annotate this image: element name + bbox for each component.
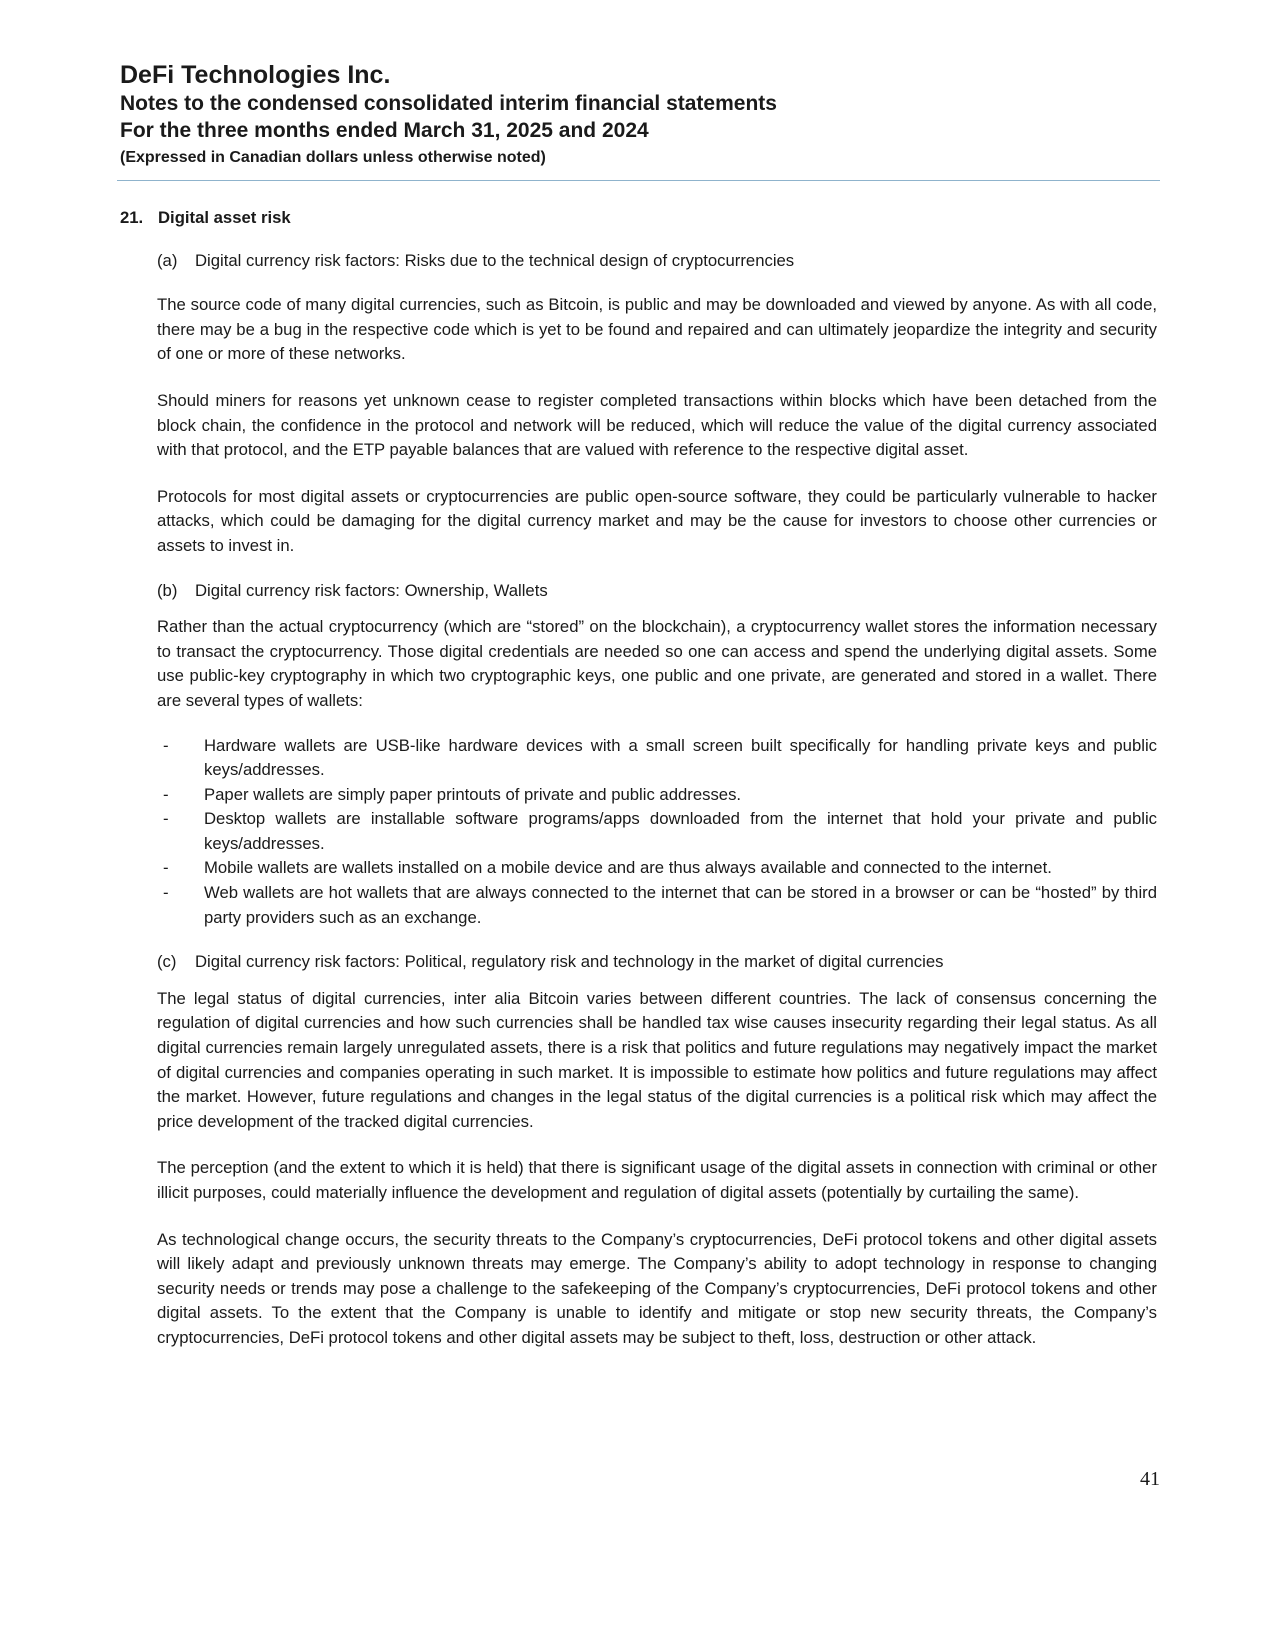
paragraph: The source code of many digital currencies, such as Bitcoin, is public and may be downloaded and viewed by anyone. As with all code, there may be a bug in the respective code which is yet to be found and repaired and can ultimately jeopardize the integrity and security of one or more of these networks. <box>157 295 1157 364</box>
subsection-c-heading <box>157 950 1157 975</box>
currency-note: (Expressed in Canadian dollars unless otherwise noted) <box>120 149 546 166</box>
list-item-text: Desktop wallets are installable software programs/apps downloaded from the internet that hold your private and public keys/addresses. <box>204 809 1157 853</box>
paragraph: Should miners for reasons yet unknown cease to register completed transactions within blocks which have been detached from the block chain, the confidence in the protocol and network will be reduced, which will reduce the value of the digital currency associated with that protocol, and the ETP payable balances that are valued with reference to the respective digital asset. <box>157 390 1157 460</box>
bullet-marker: - <box>163 784 169 804</box>
subsection-c-title: Digital currency risk factors: Political, regulatory risk and technology in the market of digital currencies <box>195 952 944 972</box>
wallet-types-list <box>157 734 1157 931</box>
note-content <box>120 206 1160 1373</box>
page-number: 41 <box>1140 1468 1160 1490</box>
company-name: DeFi Technologies Inc. <box>120 61 391 89</box>
reporting-period: For the three months ended March 31, 2025 and 2024 <box>120 119 649 142</box>
header-divider <box>117 180 1160 181</box>
list-item-text: Hardware wallets are USB-like hardware devices with a small screen built specifically for handling private keys and public keys/addresses. <box>204 735 1157 780</box>
document-title: Notes to the condensed consolidated interim financial statements <box>120 92 777 115</box>
paragraph: Rather than the actual cryptocurrency (which are “stored” on the blockchain), a cryptocurrency wallet stores the information necessary to transact the cryptocurrency. Those digital credentials are needed so one can access and spend the underlying digital assets. Some use public-key cryptography in which two cryptographic keys, one public and one private, are generated and stored in a wallet. There are several types of wallets: <box>157 617 1157 710</box>
section-title: Digital asset risk <box>158 208 291 227</box>
paragraph: The legal status of digital currencies, inter alia Bitcoin varies between different countries. The lack of consensus concerning the regulation of digital currencies and how such currencies shall be handled tax wise causes insecurity regarding their legal status. As all digital currencies remain largely unregulated assets, there is a risk that politics and future regulations may negatively impact the market of digital currencies and companies operating in such market. It is impossible to estimate how politics and future regulations may affect the market. However, future regulations and changes in the legal status of the digital currencies is a political risk which may affect the price development of the tracked digital currencies. <box>157 988 1157 1131</box>
subsection-b-label: (b) <box>157 580 178 600</box>
bullet-marker: - <box>163 735 169 755</box>
list-item <box>157 807 1157 856</box>
section-number: 21. <box>120 208 144 227</box>
bullet-marker: - <box>163 858 169 878</box>
list-item <box>157 783 1157 808</box>
bullet-marker: - <box>163 883 169 903</box>
list-item-text: Web wallets are hot wallets that are always connected to the internet that can be stored in a browser or can be “hosted” by third party providers such as an exchange. <box>204 883 1157 927</box>
list-item <box>157 734 1157 783</box>
subsection-a-heading <box>157 249 1157 274</box>
list-item-text: Mobile wallets are wallets installed on a mobile device and are thus always available and connected to the internet. <box>204 858 1052 878</box>
subsection-c-label: (c) <box>157 952 177 972</box>
subsection-a-label: (a) <box>157 250 178 270</box>
paragraph: As technological change occurs, the security threats to the Company’s cryptocurrencies, DeFi protocol tokens and other digital assets will likely adapt and previously unknown threats may emerge. The Company’s ability to adopt technology in response to changing security needs or trends may pose a challenge to the safekeeping of the Company’s cryptocurrencies, DeFi protocol tokens and other digital assets. To the extent that the Company is unable to identify and mitigate or stop new security threats, the Company’s cryptocurrencies, DeFi protocol tokens and other digital assets may be subject to theft, loss, destruction or other attack. <box>157 1229 1157 1347</box>
section-heading <box>120 206 1160 231</box>
page-header <box>120 60 1160 170</box>
list-item <box>157 856 1157 881</box>
section-body <box>157 249 1157 1351</box>
paragraph: The perception (and the extent to which it is held) that there is significant usage of the digital assets in connection with criminal or other illicit purposes, could materially influence the development and regulation of digital assets (potentially by curtailing the same). <box>157 1158 1157 1202</box>
paragraph: Protocols for most digital assets or cryptocurrencies are public open-source software, they could be particularly vulnerable to hacker attacks, which could be damaging for the digital currency market and may be the cause for investors to choose other currencies or assets to invest in. <box>157 486 1157 555</box>
subsection-b-title: Digital currency risk factors: Ownership, Wallets <box>195 580 548 600</box>
list-item <box>157 881 1157 930</box>
subsection-b-heading <box>157 579 1157 604</box>
list-item-text: Paper wallets are simply paper printouts of private and public addresses. <box>204 784 742 804</box>
subsection-a-title: Digital currency risk factors: Risks due to the technical design of cryptocurrencies <box>195 250 795 270</box>
bullet-marker: - <box>163 809 169 829</box>
